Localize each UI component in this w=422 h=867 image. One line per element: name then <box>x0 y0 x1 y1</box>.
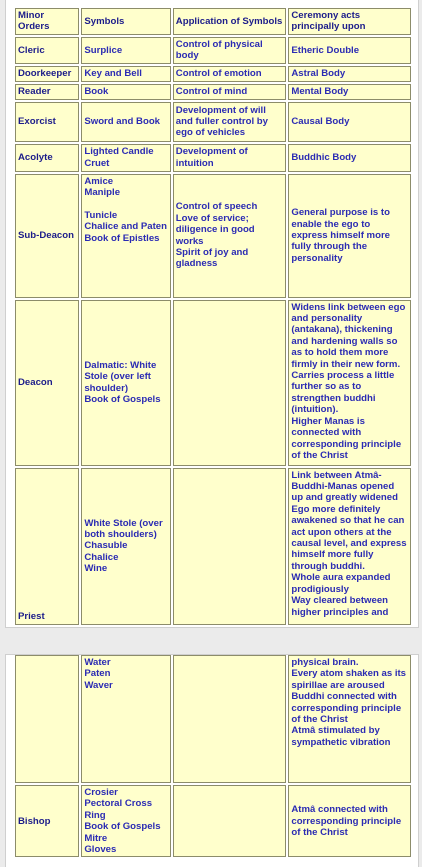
symbols-cell <box>81 300 170 466</box>
ceremony-cell-line: Way cleared between higher principles and <box>291 595 389 618</box>
application-cell <box>173 468 287 625</box>
table-row <box>15 37 411 64</box>
application-cell <box>173 144 287 172</box>
symbols-cell <box>81 84 170 100</box>
ceremony-cell <box>288 66 411 82</box>
ceremony-cell <box>288 144 411 172</box>
ceremony-cell-line: physical brain. <box>291 657 359 668</box>
symbols-cell-line: Ring <box>84 809 106 821</box>
ceremony-cell <box>288 102 411 142</box>
table-row <box>15 144 411 172</box>
symbols-cell <box>81 37 170 64</box>
symbols-cell-line: Dalmatic: White Stole (over left shoulder) <box>84 359 157 394</box>
symbols-cell-line: Maniple <box>84 187 121 199</box>
application-cell <box>173 37 287 64</box>
symbols-cell-line: Book of Gospels <box>84 394 161 406</box>
page-two <box>5 654 419 867</box>
application-cell <box>173 785 287 857</box>
symbols-cell-line: Cruet <box>84 157 110 169</box>
table-row <box>15 84 411 100</box>
application-cell-line: Control of speech <box>175 201 258 213</box>
orders-table-continued <box>13 653 413 859</box>
ceremony-cell <box>288 37 411 64</box>
symbols-cell-line: Paten <box>84 668 111 680</box>
symbols-cell <box>81 468 170 625</box>
symbols-cell-line: White Stole (over both shoulders) <box>84 517 163 541</box>
symbols-cell <box>81 785 170 857</box>
ceremony-cell-line: Whole aura expanded prodigiously <box>291 572 391 595</box>
symbols-cell-line: Book of Gospels <box>84 821 161 833</box>
symbols-cell-line: Chalice and Paten <box>84 221 167 233</box>
orders-table-body <box>15 8 411 625</box>
ceremony-cell-line: Causal Body <box>291 115 350 127</box>
application-cell-line: Development of will and fuller control by ego of vehicles <box>175 104 268 139</box>
application-cell-line: Love of service; diligence in good works <box>175 212 255 247</box>
page-one <box>5 0 419 628</box>
ceremony-cell-line: Etheric Double <box>291 44 360 56</box>
symbols-cell-line: Key and Bell <box>84 67 142 79</box>
symbols-cell-line: Chalice <box>84 551 119 563</box>
symbols-cell <box>81 102 170 142</box>
ceremony-cell <box>288 785 411 857</box>
symbols-cell <box>81 66 170 82</box>
application-cell <box>173 174 287 298</box>
table-row <box>15 785 411 857</box>
ceremony-cell-line: Higher Manas is connected with corresponding principle of the Christ <box>291 415 402 461</box>
symbols-cell-line: Waver <box>84 679 113 691</box>
symbols-cell-line: Chasuble <box>84 540 128 552</box>
application-cell-line: Control of mind <box>175 85 248 97</box>
symbols-cell-line: Wine <box>84 563 108 575</box>
ceremony-cell-line: Buddhic Body <box>291 151 357 163</box>
ceremony-cell-line: Widens link between ego and personality (antakana), thickening and hardening walls so as to hold them more firmly in their new form. <box>291 301 406 370</box>
symbols-cell-line: Book <box>84 85 109 97</box>
order-name-cell: Deacon <box>15 300 79 466</box>
order-name-cell: Reader <box>15 84 79 100</box>
ceremony-cell <box>288 300 411 466</box>
symbols-cell-line <box>84 198 167 209</box>
column-header-application: Application of Symbols <box>173 8 287 35</box>
ceremony-cell <box>288 468 411 625</box>
application-cell <box>173 66 287 82</box>
symbols-cell-line: Crosier <box>84 787 118 798</box>
application-cell-line: Development of intuition <box>175 146 248 169</box>
ceremony-cell-line: Atmâ connected with corresponding principle of the Christ <box>291 804 402 838</box>
column-header-minor-orders: Minor Orders <box>15 8 79 35</box>
symbols-cell <box>81 655 170 783</box>
symbols-cell-line: Tunicle <box>84 209 118 221</box>
ceremony-cell-line: Astral Body <box>291 67 346 79</box>
order-name-cell: Cleric <box>15 37 79 64</box>
order-name-cell: Bishop <box>15 785 79 857</box>
table-row <box>15 102 411 142</box>
ceremony-cell-line: Atmâ stimulated by sympathetic vibration <box>291 725 391 748</box>
column-header-ceremony: Ceremony acts principally upon <box>288 8 411 35</box>
symbols-cell-line: Lighted Candle <box>84 146 154 158</box>
ceremony-cell-line: Mental Body <box>291 85 349 97</box>
symbols-cell <box>81 144 170 172</box>
application-cell <box>173 655 287 783</box>
table-row <box>15 174 411 298</box>
order-name-cell: Acolyte <box>15 144 79 172</box>
application-cell-line: Spirit of joy and gladness <box>175 247 249 270</box>
order-name-cell <box>15 655 79 783</box>
application-cell <box>173 84 287 100</box>
order-name-cell: Exorcist <box>15 102 79 142</box>
symbols-cell-line: Pectoral Cross <box>84 798 153 810</box>
symbols-cell <box>81 174 170 298</box>
ceremony-cell-line: Every atom shaken as its spirillae are aroused <box>291 668 407 691</box>
application-cell <box>173 300 287 466</box>
orders-table-continued-body <box>15 655 411 857</box>
symbols-cell-line: Water <box>84 657 111 668</box>
symbols-cell-line: Sword and Book <box>84 115 161 127</box>
table-row <box>15 300 411 466</box>
table-row <box>15 655 411 783</box>
symbols-cell-line: Mitre <box>84 832 108 844</box>
table-header-row <box>15 8 411 35</box>
orders-table <box>13 6 413 627</box>
ceremony-cell <box>288 174 411 298</box>
table-row <box>15 66 411 82</box>
symbols-cell-line: Book of Epistles <box>84 232 160 244</box>
table-row <box>15 468 411 625</box>
order-name-cell: Doorkeeper <box>15 66 79 82</box>
order-name-cell: Priest <box>15 468 79 625</box>
ceremony-cell-line: Ego more definitely awakened so that he can act upon others at the causal level, and express himself more fully through buddhi. <box>291 503 407 572</box>
ceremony-cell <box>288 84 411 100</box>
ceremony-cell-line: Buddhi connected with corresponding principle of the Christ <box>291 691 402 726</box>
ceremony-cell-line: Link between Atmâ-Buddhi-Manas opened up and greatly widened <box>291 469 398 504</box>
ceremony-cell-line: General purpose is to enable the ego to express himself more fully through the personality <box>291 207 391 264</box>
ceremony-cell-line: Carries process a little further so as to strengthen buddhi (intuition). <box>291 370 395 416</box>
application-cell-line: Control of physical body <box>175 38 263 62</box>
ceremony-cell <box>288 655 411 783</box>
column-header-symbols: Symbols <box>81 8 170 35</box>
application-cell-line: Control of emotion <box>175 67 262 79</box>
application-cell <box>173 102 287 142</box>
symbols-cell-line: Surplice <box>84 44 123 56</box>
symbols-cell-line: Gloves <box>84 844 117 856</box>
order-name-cell: Sub-Deacon <box>15 174 79 298</box>
symbols-cell-line: Amice <box>84 175 114 187</box>
